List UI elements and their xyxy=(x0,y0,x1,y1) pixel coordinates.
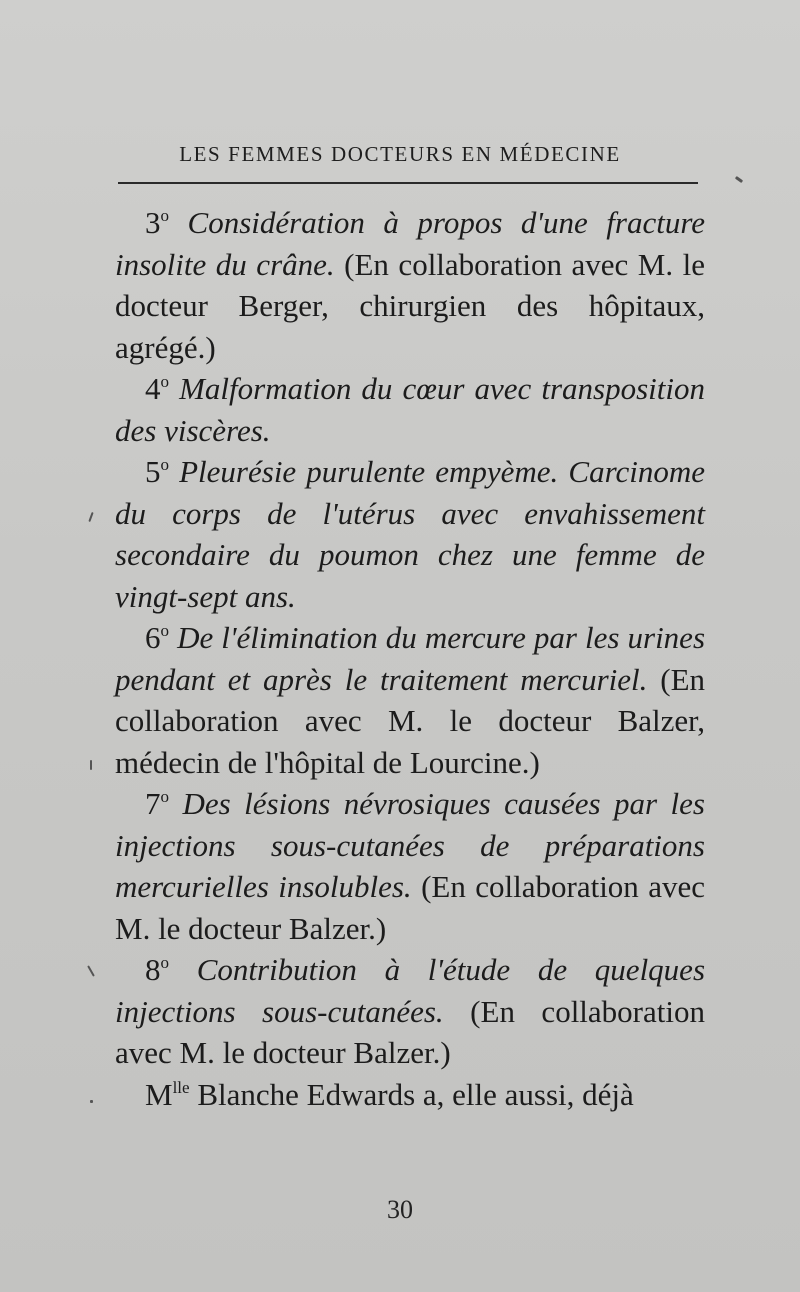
ink-speck xyxy=(87,965,95,976)
ink-speck xyxy=(735,176,743,183)
running-header: LES FEMMES DOCTEURS EN MÉDECINE xyxy=(179,142,621,166)
item-number: 5 xyxy=(145,454,161,489)
item-ordinal: o xyxy=(160,206,170,226)
list-item-6 xyxy=(115,617,705,783)
closing-text: Blanche Edwards a, elle aussi, déjà xyxy=(189,1076,634,1112)
item-title: Malformation du cœur avec transposition des viscères. xyxy=(115,371,706,448)
honorific: M xyxy=(145,1076,173,1112)
ink-speck xyxy=(88,512,93,522)
page-number: 30 xyxy=(387,1195,413,1224)
ink-speck xyxy=(90,1100,93,1103)
list-item-8 xyxy=(115,949,705,1074)
list-item-5 xyxy=(115,451,705,617)
item-title: Pleurésie purulente empyème. Carcinome du corps de l'utérus avec envahissement secondaire du poumon chez une femme de vingt-sept ans. xyxy=(115,454,705,614)
item-number: 7 xyxy=(145,786,161,821)
item-title: Contribution à l'étude de quelques injections sous-cutanées. xyxy=(115,952,706,1029)
honorific-suffix: lle xyxy=(172,1077,190,1097)
item-note: (En collaboration avec M. le docteur Balzer.) xyxy=(115,993,705,1070)
item-note: (En collaboration avec M. le docteur Balzer, médecin de l'hôpital de Lourcine.) xyxy=(115,661,705,780)
item-number: 6 xyxy=(145,620,161,655)
list-item-3 xyxy=(115,202,705,368)
item-note: (En collaboration avec M. le docteur Balzer.) xyxy=(115,869,705,946)
item-title: De l'élimination du mercure par les urines pendant et après le traitement mercuriel. xyxy=(115,620,706,697)
item-number: 4 xyxy=(145,371,161,406)
list-item-7 xyxy=(115,783,705,949)
ink-speck xyxy=(90,760,92,770)
list-item-4 xyxy=(115,368,705,451)
closing-paragraph xyxy=(115,1074,705,1116)
item-ordinal: o xyxy=(160,455,170,475)
item-number: 8 xyxy=(145,952,161,987)
item-number: 3 xyxy=(145,205,161,240)
header-rule xyxy=(118,182,698,184)
item-ordinal: o xyxy=(160,372,170,392)
item-title: Des lésions névrosiques causées par les injections sous-cutanées de préparations mercurielles insolubles. xyxy=(115,786,705,904)
item-ordinal: o xyxy=(160,787,170,807)
item-title: Considération à propos d'une fracture insolite du crâne. xyxy=(115,205,705,282)
item-note: (En collaboration avec M. le docteur Berger, chirurgien des hôpitaux, agrégé.) xyxy=(115,246,705,365)
item-ordinal: o xyxy=(160,953,170,973)
item-ordinal: o xyxy=(160,621,170,641)
page-body xyxy=(115,202,705,1115)
